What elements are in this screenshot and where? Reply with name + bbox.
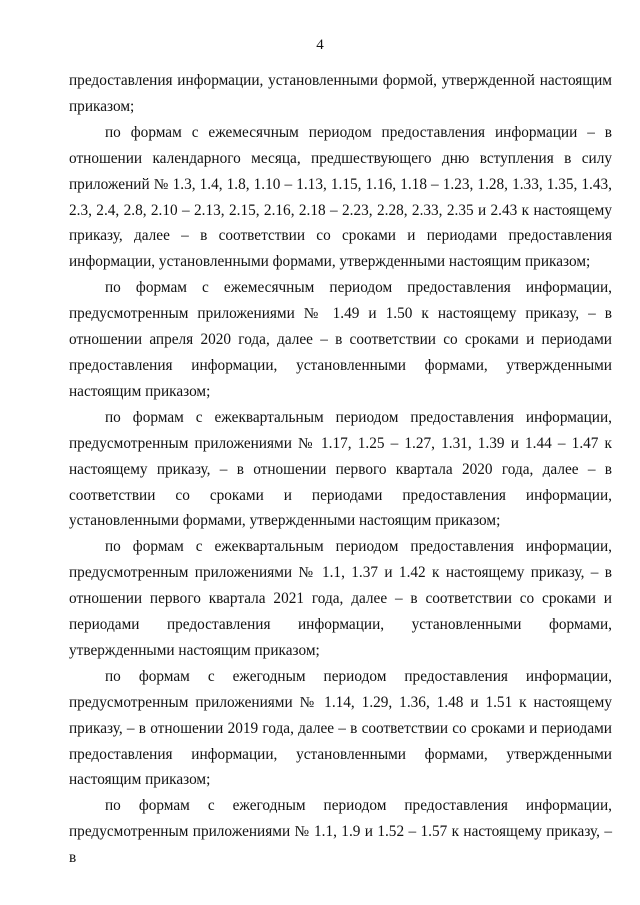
- paragraph-quarterly-forms-2021: по формам с ежеквартальным периодом предоставления информации, предусмотренным приложениями № 1.1, 1.37 и 1.42 к настоящему приказу, – в отношении первого квартала 2021 года, далее – в соответствии со сроками и периодами предоставления информации, установленными формами, утвержденными настоящим приказом;: [69, 538, 612, 659]
- paragraph-annual-forms-cont: по формам с ежегодным периодом предоставления информации, предусмотренным приложениями № 1.1, 1.9 и 1.52 – 1.57 к настоящему приказу, – в: [69, 797, 612, 867]
- page-number: 4: [316, 37, 324, 53]
- paragraph-quarterly-forms-2020: по формам с ежеквартальным периодом предоставления информации, предусмотренным приложениями № 1.17, 1.25 – 1.27, 1.31, 1.39 и 1.44 – 1.47 к настоящему приказу, – в отношении первого квартала 2020 года, далее – в соответствии со сроками и периодами предоставления информации, установленными формами, утвержденными настоящим приказом;: [69, 408, 612, 530]
- document-body: [69, 68, 612, 871]
- paragraph-monthly-forms: по формам с ежемесячным периодом предоставления информации – в отношении календарного месяца, предшествующего дню вступления в силу приложений № 1.3, 1.4, 1.8, 1.10 – 1.13, 1.15, 1.16, 1.18 – 1.23, 1.28, 1.33, 1.35, 1.43, 2.3, 2.4, 2.8, 2.10 – 2.13, 2.15, 2.16, 2.18 – 2.23, 2.28, 2.33, 2.35 и 2.43 к настоящему приказу, далее – в соответствии со сроками и периодами предоставления информации, установленными формами, утвержденными настоящим приказом;: [69, 123, 612, 271]
- paragraph-monthly-forms-1-49: по формам с ежемесячным периодом предоставления информации, предусмотренным приложениями № 1.49 и 1.50 к настоящему приказу, – в отношении апреля 2020 года, далее – в соответствии со сроками и периодами предоставления информации, установленными формами, утвержденными настоящим приказом;: [69, 279, 612, 400]
- paragraph-annual-forms-2019: по формам с ежегодным периодом предоставления информации, предусмотренным приложениями № 1.14, 1.29, 1.36, 1.48 и 1.51 к настоящему приказу, – в отношении 2019 года, далее – в соответствии со сроками и периодами предоставления информации, установленными формами, утвержденными настоящим приказом;: [69, 667, 612, 789]
- paragraph-continuation: предоставления информации, установленными формой, утвержденной настоящим приказом;: [69, 72, 612, 115]
